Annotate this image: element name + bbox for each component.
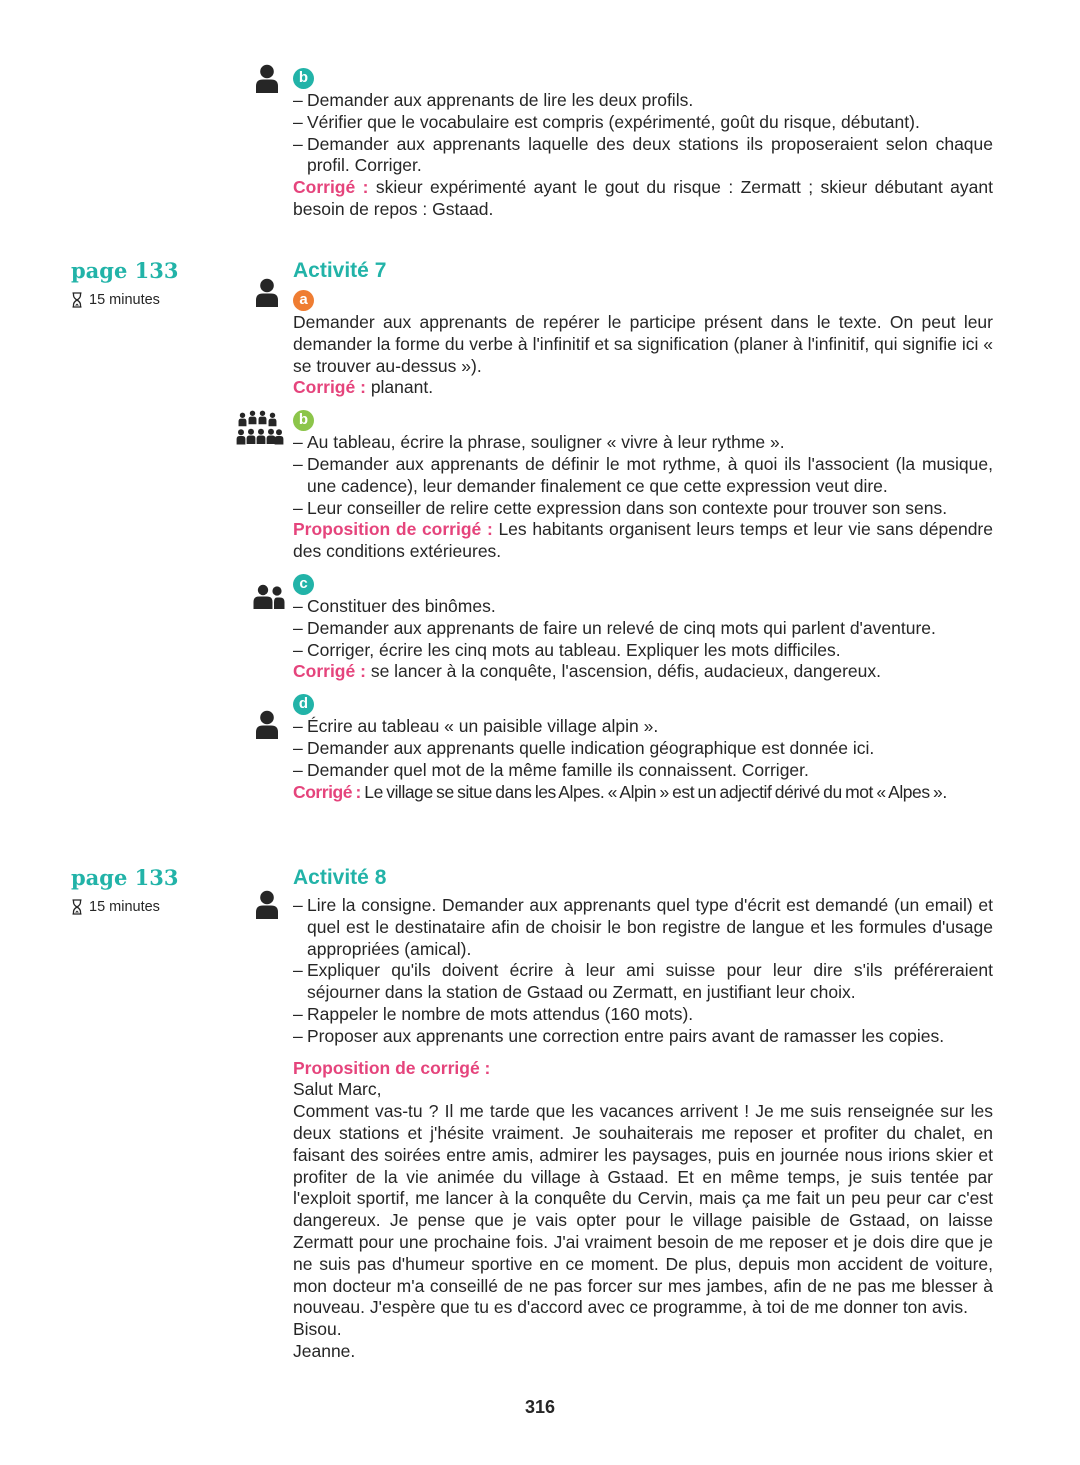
step-badge-b: b <box>293 68 314 89</box>
list-item: – Rappeler le nombre de mots attendus (160 mots). <box>293 1004 993 1026</box>
answer-key <box>293 377 993 399</box>
duration <box>71 292 178 308</box>
list-item: – Au tableau, écrire la phrase, souligner « vivre à leur rythme ». <box>293 432 993 454</box>
activity-title: Activité 7 <box>293 259 387 282</box>
instruction-list <box>293 432 993 519</box>
hourglass-icon <box>71 899 83 915</box>
list-item: – Demander aux apprenants quelle indication géographique est donnée ici. <box>293 738 993 760</box>
answer-key-label: Corrigé : <box>293 661 366 682</box>
person-icon <box>255 64 279 94</box>
instruction-list <box>293 596 993 661</box>
answer-key-label: Corrigé : <box>293 177 369 198</box>
answer-key <box>293 782 993 804</box>
step-badge-c: c <box>293 574 314 595</box>
list-item: – Demander aux apprenants de définir le mot rythme, à quoi ils l'associent (la musique, une cadence), leur demander finalement ce que cette expression veut dire. <box>293 454 993 498</box>
hourglass-icon <box>71 292 83 308</box>
letter-signature: Jeanne. <box>293 1340 356 1361</box>
answer-key <box>293 177 993 221</box>
list-item: – Expliquer qu'ils doivent écrire à leur ami suisse pour leur dire s'ils préféreraient séjourner dans la station de Gstaad ou Zermatt, en justifiant leur choix. <box>293 960 993 1004</box>
person-icon <box>255 710 279 740</box>
duration-label: 15 minutes <box>89 899 160 915</box>
step-badge-d: d <box>293 694 314 715</box>
list-item: – Demander quel mot de la même famille ils connaissent. Corriger. <box>293 760 993 782</box>
page-reference: page 133 <box>71 258 179 283</box>
answer-key-text: se lancer à la conquête, l'ascension, défis, audacieux, dangereux. <box>370 661 882 682</box>
step-badge-a: a <box>293 290 314 311</box>
section-a <box>293 288 993 399</box>
list-item: – Proposer aux apprenants une correction entre pairs avant de ramasser les copies. <box>293 1026 993 1048</box>
answer-key <box>293 519 993 563</box>
list-item: – Lire la consigne. Demander aux apprenants quel type d'écrit est demandé (un email) et quel est le destinataire afin de choisir le bon registre de langue et les formules d'usage appropriées (amical). <box>293 895 993 960</box>
activity7-margin <box>71 258 178 308</box>
answer-key-label: Corrigé : <box>293 781 361 802</box>
section-b <box>293 408 993 563</box>
letter-body: Comment vas-tu ? Il me tarde que les vacances arrivent ! Je me suis renseignée sur les deux stations et j'hésite vraiment. Je souhaiterais me reposer et profiter du chalet, en faisant des soirées entre amis, admirer les paysages, puis en journée nous irions skier et profiter de la vie animée du village à Gstaad. Et en même temps, je suis tentée par l'exploit sportif, me lancer à la conquête du Cervin, mais ça me fait un peu peur car c'est dangereux. Je pense que je vais opter pour le village paisible de Gstaad, on laisse Zermatt pour une prochaine fois. J'ai vraiment besoin de me reposer et je dois dire que je ne suis pas d'humeur sportive en ce moment. De plus, depuis mon accident de voiture, mon docteur m'a conseillé de ne pas forcer sur mes jambes, afin de ne pas me blesser à nouveau. J'espère que tu es d'accord avec ce programme, à toi de me donner ton avis. <box>293 1101 993 1318</box>
page-reference: page 133 <box>71 865 179 890</box>
answer-key-label: Proposition de corrigé : <box>293 1057 491 1078</box>
list-item: – Demander aux apprenants laquelle des deux stations ils proposeraient selon chaque profil. Corriger. <box>293 134 993 178</box>
instruction-list <box>293 895 993 1048</box>
instruction-text: Demander aux apprenants de repérer le participe présent dans le texte. On peut leur demander la forme du verbe à l'infinitif et sa signification (planer à l'infinitif, qui signifie ici « se trouver au-dessus »). <box>293 312 993 376</box>
list-item: – Vérifier que le vocabulaire est compris (expérimenté, goût du risque, débutant). <box>293 112 993 134</box>
section-c <box>293 572 993 683</box>
activity8-margin <box>71 865 178 915</box>
instruction-list <box>293 90 993 177</box>
list-item: – Constituer des binômes. <box>293 596 993 618</box>
step-badge-b: b <box>293 410 314 431</box>
section-b-profiles <box>293 66 993 221</box>
group-icon <box>236 410 284 452</box>
person-icon <box>255 278 279 308</box>
list-item: – Demander aux apprenants de faire un relevé de cinq mots qui parlent d'aventure. <box>293 618 993 640</box>
activity-title: Activité 8 <box>293 866 387 889</box>
answer-key-text: planant. <box>370 377 434 398</box>
person-icon <box>255 890 279 920</box>
answer-key-text: Les habitants organisent leurs temps et leur vie sans dépendre des conditions extérieures. <box>293 519 993 562</box>
answer-key-text: skieur expérimenté ayant le gout du risque : Zermatt ; skieur débutant ayant besoin de repos : Gstaad. <box>293 177 993 219</box>
pair-icon <box>253 584 285 610</box>
answer-key-text: Le village se situe dans les Alpes. « Alpin » est un adjectif dérivé du mot « Alpes ». <box>364 781 947 802</box>
answer-key <box>293 1058 993 1363</box>
list-item: – Leur conseiller de relire cette expression dans son contexte pour trouver son sens. <box>293 498 993 520</box>
answer-key <box>293 661 993 683</box>
activity-8 <box>293 865 993 1363</box>
duration-label: 15 minutes <box>89 292 160 308</box>
letter-greeting: Salut Marc, <box>293 1079 382 1100</box>
section-d <box>293 692 993 803</box>
list-item: – Demander aux apprenants de lire les deux profils. <box>293 90 993 112</box>
list-item: – Corriger, écrire les cinq mots au tableau. Expliquer les mots difficiles. <box>293 640 993 662</box>
list-item: – Écrire au tableau « un paisible village alpin ». <box>293 716 993 738</box>
answer-key-label: Proposition de corrigé : <box>293 519 493 540</box>
letter-closing: Bisou. <box>293 1319 342 1340</box>
duration <box>71 899 178 915</box>
answer-key-label: Corrigé : <box>293 377 366 398</box>
instruction-list <box>293 716 993 781</box>
page-number: 316 <box>524 1397 556 1417</box>
activity-7 <box>293 258 993 803</box>
